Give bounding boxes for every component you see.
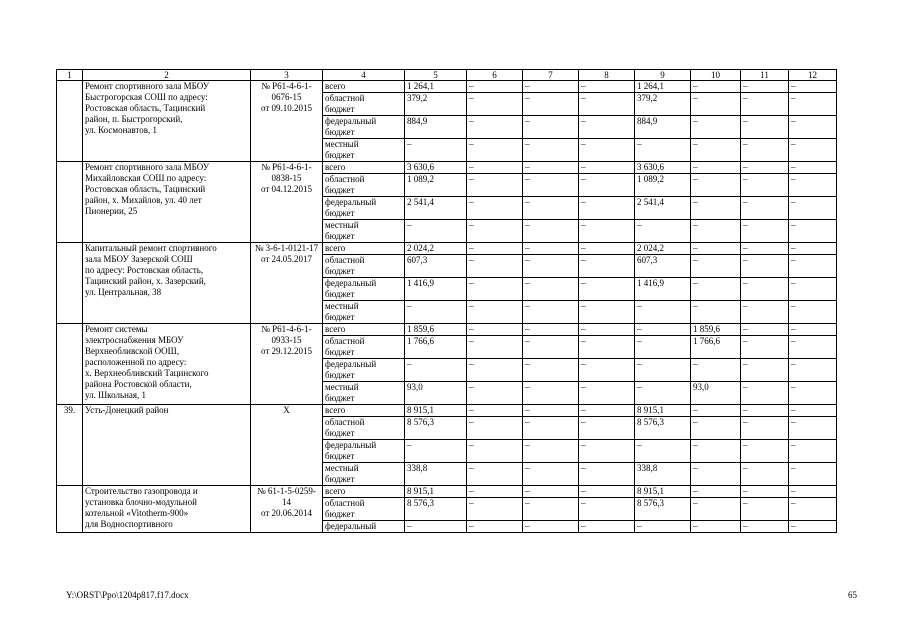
- amount-cell: –: [789, 162, 837, 174]
- row-number: [57, 81, 83, 162]
- amount-cell: –: [691, 81, 741, 93]
- amount-cell: –: [691, 116, 741, 139]
- funding-source: местный бюджет: [323, 139, 405, 162]
- amount-cell: –: [691, 463, 741, 486]
- amount-cell: –: [635, 139, 691, 162]
- column-number: 9: [635, 70, 691, 81]
- object-name: Ремонт системы электроснабжения МБОУ Верхнеобливской ООШ, расположенной по адресу: х. Верхнеобливский Тацинского района Ростовской области, ул. Школьная, 1: [83, 324, 251, 405]
- amount-cell: –: [635, 521, 691, 533]
- amount-cell: –: [523, 486, 579, 498]
- amount-cell: –: [579, 463, 635, 486]
- funding-source: местный бюджет: [323, 382, 405, 405]
- amount-cell: –: [691, 139, 741, 162]
- funding-source: областной бюджет: [323, 255, 405, 278]
- amount-cell: –: [523, 521, 579, 533]
- amount-cell: –: [523, 359, 579, 382]
- amount-cell: –: [467, 498, 523, 521]
- amount-cell: –: [691, 498, 741, 521]
- amount-cell: –: [635, 220, 691, 243]
- amount-cell: –: [467, 359, 523, 382]
- table-row: [57, 81, 837, 93]
- funding-source: всего: [323, 405, 405, 417]
- amount-cell: –: [691, 359, 741, 382]
- amount-cell: –: [523, 255, 579, 278]
- amount-cell: 8 915,1: [635, 405, 691, 417]
- amount-cell: –: [635, 382, 691, 405]
- row-number: [57, 243, 83, 324]
- amount-cell: –: [467, 81, 523, 93]
- amount-cell: –: [789, 243, 837, 255]
- column-number: 5: [405, 70, 467, 81]
- amount-cell: –: [523, 220, 579, 243]
- amount-cell: –: [523, 382, 579, 405]
- amount-cell: 1 089,2: [635, 174, 691, 197]
- amount-cell: 1 766,6: [691, 336, 741, 359]
- amount-cell: –: [467, 278, 523, 301]
- amount-cell: –: [691, 440, 741, 463]
- amount-cell: 607,3: [635, 255, 691, 278]
- amount-cell: 1 416,9: [405, 278, 467, 301]
- amount-cell: –: [579, 324, 635, 336]
- amount-cell: –: [789, 197, 837, 220]
- amount-cell: –: [741, 255, 789, 278]
- amount-cell: –: [467, 255, 523, 278]
- amount-cell: –: [579, 197, 635, 220]
- table-body: [57, 70, 837, 533]
- amount-cell: –: [789, 255, 837, 278]
- amount-cell: –: [741, 324, 789, 336]
- amount-cell: 8 576,3: [635, 417, 691, 440]
- amount-cell: –: [467, 486, 523, 498]
- amount-cell: 379,2: [635, 93, 691, 116]
- table-row: [57, 243, 837, 255]
- amount-cell: –: [467, 417, 523, 440]
- amount-cell: –: [579, 255, 635, 278]
- funding-source: областной бюджет: [323, 336, 405, 359]
- funding-source: федеральный бюджет: [323, 197, 405, 220]
- amount-cell: –: [467, 174, 523, 197]
- amount-cell: –: [691, 220, 741, 243]
- amount-cell: –: [741, 359, 789, 382]
- amount-cell: 1 859,6: [691, 324, 741, 336]
- amount-cell: –: [789, 220, 837, 243]
- funding-source: областной бюджет: [323, 93, 405, 116]
- funding-source: федеральный бюджет: [323, 359, 405, 382]
- funding-source: всего: [323, 486, 405, 498]
- amount-cell: –: [741, 405, 789, 417]
- amount-cell: –: [741, 139, 789, 162]
- amount-cell: –: [523, 243, 579, 255]
- amount-cell: –: [789, 139, 837, 162]
- amount-cell: –: [405, 301, 467, 324]
- amount-cell: –: [523, 197, 579, 220]
- amount-cell: –: [741, 174, 789, 197]
- funding-source: всего: [323, 324, 405, 336]
- amount-cell: –: [741, 278, 789, 301]
- amount-cell: –: [789, 278, 837, 301]
- amount-cell: –: [523, 440, 579, 463]
- amount-cell: 8 915,1: [635, 486, 691, 498]
- amount-cell: –: [691, 417, 741, 440]
- funding-source: местный бюджет: [323, 301, 405, 324]
- amount-cell: –: [579, 301, 635, 324]
- amount-cell: 607,3: [405, 255, 467, 278]
- amount-cell: –: [691, 255, 741, 278]
- amount-cell: –: [467, 440, 523, 463]
- amount-cell: –: [579, 498, 635, 521]
- column-number: 3: [251, 70, 323, 81]
- amount-cell: –: [741, 243, 789, 255]
- amount-cell: 93,0: [405, 382, 467, 405]
- row-number: [57, 324, 83, 405]
- funding-source: местный бюджет: [323, 220, 405, 243]
- funding-source: областной бюджет: [323, 498, 405, 521]
- amount-cell: 338,8: [405, 463, 467, 486]
- amount-cell: –: [741, 220, 789, 243]
- column-number: 11: [741, 70, 789, 81]
- amount-cell: –: [691, 521, 741, 533]
- amount-cell: –: [523, 139, 579, 162]
- amount-cell: –: [467, 197, 523, 220]
- amount-cell: –: [579, 417, 635, 440]
- amount-cell: –: [691, 174, 741, 197]
- amount-cell: –: [523, 278, 579, 301]
- column-number: 6: [467, 70, 523, 81]
- amount-cell: –: [579, 93, 635, 116]
- funding-source: федеральный бюджет: [323, 116, 405, 139]
- page-number: 65: [848, 590, 857, 600]
- amount-cell: –: [523, 324, 579, 336]
- funding-source: всего: [323, 162, 405, 174]
- amount-cell: –: [741, 116, 789, 139]
- amount-cell: –: [523, 93, 579, 116]
- object-name: Усть-Донецкий район: [83, 405, 251, 486]
- object-name: Капитальный ремонт спортивного зала МБОУ Зазерской СОШ по адресу: Ростовская область, Тацинский район, х. Зазерский, ул. Центральная, 38: [83, 243, 251, 324]
- amount-cell: –: [579, 243, 635, 255]
- amount-cell: –: [789, 174, 837, 197]
- amount-cell: –: [635, 324, 691, 336]
- header-row: [57, 70, 837, 81]
- amount-cell: –: [405, 359, 467, 382]
- object-name: Ремонт спортивного зала МБОУ Михайловская СОШ по адресу: Ростовская область, Тацинский район, х. Михайлов, ул. 40 лет Пионерии, 25: [83, 162, 251, 243]
- amount-cell: –: [579, 116, 635, 139]
- amount-cell: –: [579, 174, 635, 197]
- amount-cell: –: [741, 301, 789, 324]
- amount-cell: –: [523, 417, 579, 440]
- funding-source: федеральный бюджет: [323, 440, 405, 463]
- amount-cell: 8 915,1: [405, 486, 467, 498]
- amount-cell: –: [789, 93, 837, 116]
- amount-cell: –: [741, 81, 789, 93]
- amount-cell: 3 630,6: [405, 162, 467, 174]
- amount-cell: –: [579, 162, 635, 174]
- amount-cell: –: [741, 197, 789, 220]
- amount-cell: 3 630,6: [635, 162, 691, 174]
- amount-cell: 1 264,1: [405, 81, 467, 93]
- amount-cell: –: [467, 139, 523, 162]
- row-number: 39.: [57, 405, 83, 486]
- amount-cell: –: [467, 324, 523, 336]
- funding-source: областной бюджет: [323, 174, 405, 197]
- amount-cell: –: [741, 336, 789, 359]
- funding-source: федеральный бюджет: [323, 278, 405, 301]
- amount-cell: –: [579, 81, 635, 93]
- funding-source: областной бюджет: [323, 417, 405, 440]
- amount-cell: –: [579, 278, 635, 301]
- amount-cell: –: [467, 405, 523, 417]
- amount-cell: –: [523, 301, 579, 324]
- amount-cell: –: [579, 521, 635, 533]
- amount-cell: 1 859,6: [405, 324, 467, 336]
- amount-cell: 2 541,4: [635, 197, 691, 220]
- amount-cell: 2 541,4: [405, 197, 467, 220]
- amount-cell: 1 766,6: [405, 336, 467, 359]
- amount-cell: 2 024,2: [405, 243, 467, 255]
- amount-cell: –: [579, 440, 635, 463]
- amount-cell: –: [741, 162, 789, 174]
- amount-cell: –: [741, 486, 789, 498]
- funding-source: всего: [323, 243, 405, 255]
- row-number: [57, 486, 83, 533]
- amount-cell: –: [691, 486, 741, 498]
- amount-cell: –: [691, 278, 741, 301]
- document-ref: Х: [251, 405, 323, 486]
- funding-source: федеральный: [323, 521, 405, 533]
- amount-cell: –: [467, 162, 523, 174]
- amount-cell: –: [579, 139, 635, 162]
- amount-cell: 1 264,1: [635, 81, 691, 93]
- amount-cell: –: [467, 382, 523, 405]
- amount-cell: 93,0: [691, 382, 741, 405]
- table-row: [57, 405, 837, 417]
- amount-cell: –: [635, 301, 691, 324]
- amount-cell: –: [405, 220, 467, 243]
- amount-cell: –: [635, 359, 691, 382]
- document-ref: № Р61-4-6-1- 0933-15 от 29.12.2015: [251, 324, 323, 405]
- amount-cell: 884,9: [635, 116, 691, 139]
- amount-cell: –: [467, 220, 523, 243]
- amount-cell: –: [789, 359, 837, 382]
- amount-cell: –: [523, 81, 579, 93]
- amount-cell: –: [741, 498, 789, 521]
- amount-cell: –: [523, 336, 579, 359]
- amount-cell: –: [789, 336, 837, 359]
- document-ref: № Р61-4-6-1- 0676-15 от 09.10.2015: [251, 81, 323, 162]
- column-number: 4: [323, 70, 405, 81]
- column-number: 7: [523, 70, 579, 81]
- amount-cell: –: [789, 382, 837, 405]
- amount-cell: 1 089,2: [405, 174, 467, 197]
- table-row: [57, 486, 837, 498]
- column-number: 10: [691, 70, 741, 81]
- amount-cell: –: [467, 463, 523, 486]
- amount-cell: –: [741, 463, 789, 486]
- amount-cell: –: [741, 417, 789, 440]
- column-number: 2: [83, 70, 251, 81]
- funding-source: местный бюджет: [323, 463, 405, 486]
- amount-cell: –: [635, 336, 691, 359]
- amount-cell: 2 024,2: [635, 243, 691, 255]
- amount-cell: –: [523, 405, 579, 417]
- amount-cell: –: [405, 521, 467, 533]
- amount-cell: –: [579, 382, 635, 405]
- document-ref: № Р61-4-6-1- 0838-15 от 04.12.2015: [251, 162, 323, 243]
- amount-cell: –: [579, 220, 635, 243]
- amount-cell: –: [635, 440, 691, 463]
- amount-cell: –: [741, 382, 789, 405]
- document-path: Y:\ORST\Ppo\1204p817.f17.docx: [66, 590, 189, 600]
- amount-cell: –: [789, 417, 837, 440]
- amount-cell: –: [691, 301, 741, 324]
- amount-cell: –: [405, 440, 467, 463]
- document-ref: № 61-1-5-0259-14 от 20.06.2014: [251, 486, 323, 533]
- column-number: 8: [579, 70, 635, 81]
- amount-cell: –: [741, 521, 789, 533]
- amount-cell: –: [523, 498, 579, 521]
- amount-cell: –: [467, 521, 523, 533]
- column-number: 1: [57, 70, 83, 81]
- amount-cell: –: [789, 405, 837, 417]
- amount-cell: 1 416,9: [635, 278, 691, 301]
- amount-cell: –: [691, 405, 741, 417]
- object-name: Строительство газопровода и установка блочно-модульной котельной «Vitotherm-900» для Водноспортивного: [83, 486, 251, 533]
- amount-cell: –: [789, 324, 837, 336]
- amount-cell: –: [523, 116, 579, 139]
- row-number: [57, 162, 83, 243]
- amount-cell: 379,2: [405, 93, 467, 116]
- table-row: [57, 162, 837, 174]
- amount-cell: –: [741, 440, 789, 463]
- amount-cell: –: [789, 463, 837, 486]
- amount-cell: –: [467, 243, 523, 255]
- amount-cell: –: [789, 116, 837, 139]
- amount-cell: –: [467, 116, 523, 139]
- amount-cell: –: [579, 486, 635, 498]
- amount-cell: –: [789, 521, 837, 533]
- amount-cell: 8 576,3: [405, 417, 467, 440]
- amount-cell: –: [741, 93, 789, 116]
- amount-cell: –: [691, 243, 741, 255]
- amount-cell: –: [467, 301, 523, 324]
- amount-cell: –: [579, 405, 635, 417]
- amount-cell: 884,9: [405, 116, 467, 139]
- table-row: [57, 324, 837, 336]
- amount-cell: –: [789, 301, 837, 324]
- amount-cell: –: [405, 139, 467, 162]
- amount-cell: 8 576,3: [635, 498, 691, 521]
- funding-source: всего: [323, 81, 405, 93]
- amount-cell: 8 576,3: [405, 498, 467, 521]
- amount-cell: –: [789, 81, 837, 93]
- amount-cell: –: [691, 162, 741, 174]
- amount-cell: –: [789, 486, 837, 498]
- column-number: 12: [789, 70, 837, 81]
- budget-table: [56, 69, 837, 533]
- amount-cell: –: [789, 440, 837, 463]
- amount-cell: –: [467, 336, 523, 359]
- amount-cell: –: [691, 197, 741, 220]
- amount-cell: 8 915,1: [405, 405, 467, 417]
- amount-cell: 338,8: [635, 463, 691, 486]
- amount-cell: –: [789, 498, 837, 521]
- object-name: Ремонт спортивного зала МБОУ Быстрогорская СОШ по адресу: Ростовская область, Тацинский район, п. Быстрогорский, ул. Космонавтов, 1: [83, 81, 251, 162]
- amount-cell: –: [523, 463, 579, 486]
- amount-cell: –: [467, 93, 523, 116]
- document-ref: № 3-6-1-0121-17 от 24.05.2017: [251, 243, 323, 324]
- amount-cell: –: [579, 336, 635, 359]
- amount-cell: –: [523, 162, 579, 174]
- amount-cell: –: [579, 359, 635, 382]
- amount-cell: –: [691, 93, 741, 116]
- amount-cell: –: [523, 174, 579, 197]
